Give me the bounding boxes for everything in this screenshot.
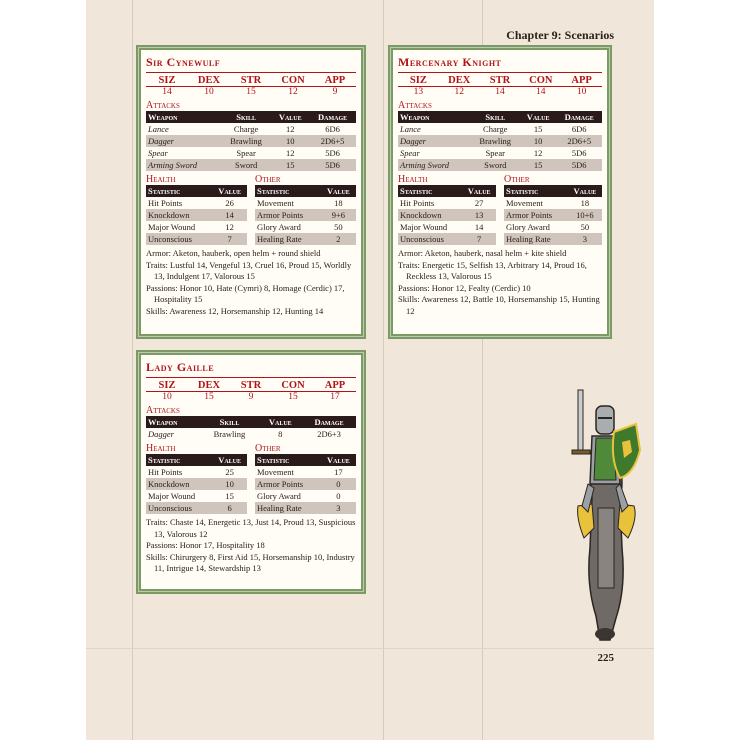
table-row [504, 233, 602, 245]
table-cell: 50 [321, 221, 356, 233]
other-table [255, 454, 356, 514]
table-row [255, 221, 356, 233]
table-cell: 5D6 [309, 147, 356, 159]
attribute-row [146, 380, 356, 402]
attribute-value: 15 [272, 391, 314, 402]
health-table [398, 185, 496, 245]
table-cell: 14 [462, 221, 496, 233]
attribute-value: 12 [272, 86, 314, 97]
table-cell: 2 [321, 233, 356, 245]
attribute-dex [439, 75, 480, 97]
table-cell: Dagger [398, 135, 471, 147]
note-line: Armor: Aketon, hauberk, nasal helm + kite shield [398, 248, 567, 258]
stat-columns [146, 171, 356, 245]
attribute-value: 9 [230, 391, 272, 402]
note-line: Passions: Honor 12, Fealty (Cerdic) 10 [398, 282, 531, 293]
table-cell: Armor Points [255, 478, 321, 490]
attribute-con [520, 75, 561, 97]
attribute-label: CON [281, 75, 305, 86]
table-cell: 15 [520, 159, 557, 171]
attribute-label: STR [240, 380, 262, 391]
table-row [255, 502, 356, 514]
attribute-label: APP [324, 75, 346, 86]
table-header: Statistic [398, 185, 462, 197]
attribute-label: CON [529, 75, 553, 86]
other-table-section [504, 171, 602, 245]
book-page [86, 0, 654, 740]
attribute-app [561, 75, 602, 97]
table-header: Value [321, 454, 356, 466]
attribute-label: DEX [448, 75, 471, 86]
table-cell: Glory Award [504, 221, 568, 233]
table-cell: Charge [221, 123, 271, 135]
table-cell: 14 [212, 209, 247, 221]
other-table-section [255, 171, 356, 245]
note-line: Skills: Chirurgery 8, First Aid 15, Horsemanship 10, Industry 11, Intrigue 14, Stewardship 13 [146, 551, 355, 573]
attribute-row [398, 75, 602, 97]
attribute-dex [188, 380, 230, 402]
table-row [146, 123, 356, 135]
table-header: Value [258, 416, 302, 428]
table-cell: Unconscious [146, 233, 212, 245]
attribute-siz [398, 75, 439, 97]
attribute-value: 10 [188, 86, 230, 97]
table-header: Statistic [255, 185, 321, 197]
table-cell: 5D6 [557, 159, 603, 171]
attribute-siz [146, 75, 188, 97]
table-row [146, 135, 356, 147]
stat-columns [146, 440, 356, 514]
attribute-value: 9 [314, 86, 356, 97]
page-grid-line [383, 0, 384, 740]
table-row [398, 147, 602, 159]
table-cell: Lance [146, 123, 221, 135]
attribute-dex [188, 75, 230, 97]
table-cell: 10+6 [568, 209, 602, 221]
health-heading: Health [146, 443, 176, 454]
note-line: Armor: Aketon, hauberk, open helm + round shield [146, 248, 321, 258]
table-header: Value [271, 111, 309, 123]
table-cell: Knockdown [398, 209, 462, 221]
table-cell: 5D6 [309, 159, 356, 171]
table-cell: 12 [271, 147, 309, 159]
table-cell: 8 [258, 428, 302, 440]
table-cell: Major Wound [146, 221, 212, 233]
table-cell: Knockdown [146, 209, 212, 221]
table-row [255, 233, 356, 245]
table-cell: Arming Sword [146, 159, 221, 171]
table-header: Damage [309, 111, 356, 123]
table-cell: 25 [212, 466, 247, 478]
note-line: Passions: Honor 10, Hate (Cymri) 8, Homage (Cerdic) 17, Hospitality 15 [146, 282, 345, 304]
table-row [146, 490, 247, 502]
table-cell: 6 [212, 502, 247, 514]
attribute-row [146, 75, 356, 97]
attribute-label: DEX [197, 75, 221, 86]
table-row [398, 209, 496, 221]
attribute-value: 15 [188, 391, 230, 402]
table-cell: 3 [321, 502, 356, 514]
table-header: Skill [200, 416, 258, 428]
notes-block [398, 248, 602, 317]
table-cell: Healing Rate [504, 233, 568, 245]
table-cell: Unconscious [146, 502, 212, 514]
table-row [146, 466, 247, 478]
table-cell: 12 [271, 123, 309, 135]
table-cell: 10 [271, 135, 309, 147]
note-line: Traits: Energetic 15, Selfish 13, Arbitrary 14, Proud 16, Reckless 13, Valorous 15 [398, 259, 587, 281]
table-cell: 17 [321, 466, 356, 478]
notes-block [146, 248, 356, 317]
table-header: Statistic [255, 454, 321, 466]
attribute-label: SIZ [409, 75, 427, 86]
attribute-app [314, 75, 356, 97]
table-row [398, 197, 496, 209]
attacks-heading: Attacks [146, 405, 180, 416]
table-cell: Hit Points [146, 197, 212, 209]
table-row [146, 159, 356, 171]
table-cell: Brawling [471, 135, 520, 147]
attribute-label: STR [489, 75, 511, 86]
table-cell: Sword [471, 159, 520, 171]
other-table-section [255, 440, 356, 514]
table-cell: 13 [462, 209, 496, 221]
table-header: Damage [557, 111, 603, 123]
table-cell: Knockdown [146, 478, 212, 490]
table-row [146, 209, 247, 221]
table-cell: Glory Award [255, 490, 321, 502]
stat-columns [398, 171, 602, 245]
attribute-label: APP [571, 75, 592, 86]
table-cell: Spear [146, 147, 221, 159]
note-line: Passions: Honor 17, Hospitality 18 [146, 540, 265, 550]
table-header: Value [462, 185, 496, 197]
health-heading: Health [398, 174, 428, 185]
other-table [504, 185, 602, 245]
table-header: Skill [221, 111, 271, 123]
attribute-value: 10 [146, 391, 188, 402]
table-cell: 10 [520, 135, 557, 147]
table-cell: 0 [321, 478, 356, 490]
stat-card-mercenary-knight [388, 45, 612, 339]
table-header: Value [321, 185, 356, 197]
table-cell: Major Wound [398, 221, 462, 233]
table-cell: 7 [462, 233, 496, 245]
attribute-label: DEX [197, 380, 221, 391]
table-row [504, 197, 602, 209]
card-title: Mercenary Knight [398, 55, 602, 73]
health-table [146, 185, 247, 245]
table-cell: Glory Award [255, 221, 321, 233]
stat-card-sir-cynewulf [136, 45, 366, 339]
health-table-section [146, 440, 247, 514]
table-header: Damage [302, 416, 356, 428]
table-cell: 10 [212, 478, 247, 490]
table-header: Weapon [146, 111, 221, 123]
other-heading: Other [255, 443, 281, 454]
table-cell: Spear [221, 147, 271, 159]
table-row [255, 197, 356, 209]
table-cell: Healing Rate [255, 502, 321, 514]
table-cell: Arming Sword [398, 159, 471, 171]
other-heading: Other [255, 174, 281, 185]
attacks-heading: Attacks [398, 100, 432, 111]
page-grid-line [132, 0, 133, 740]
table-cell: 9+6 [321, 209, 356, 221]
table-header: Value [212, 454, 247, 466]
table-cell: Dagger [146, 135, 221, 147]
table-cell: Major Wound [146, 490, 212, 502]
table-row [398, 221, 496, 233]
table-cell: Lance [398, 123, 471, 135]
table-header: Weapon [146, 416, 200, 428]
table-row [146, 478, 247, 490]
attribute-con [272, 380, 314, 402]
table-cell: 6D6 [309, 123, 356, 135]
attribute-value: 14 [520, 86, 561, 97]
table-cell: 2D6+5 [557, 135, 603, 147]
table-row [398, 123, 602, 135]
table-cell: 12 [212, 221, 247, 233]
table-header: Value [212, 185, 247, 197]
health-table-section [146, 171, 247, 245]
health-heading: Health [146, 174, 176, 185]
notes-block [146, 517, 356, 575]
table-cell: Brawling [221, 135, 271, 147]
note-line: Skills: Awareness 12, Battle 10, Horsemanship 15, Hunting 12 [398, 294, 600, 316]
table-cell: 26 [212, 197, 247, 209]
table-cell: Brawling [200, 428, 258, 440]
attribute-label: APP [324, 380, 346, 391]
table-cell: Hit Points [146, 466, 212, 478]
table-cell: Spear [471, 147, 520, 159]
table-row [504, 221, 602, 233]
table-row [255, 209, 356, 221]
table-cell: 2D6+5 [309, 135, 356, 147]
attribute-value: 12 [439, 86, 480, 97]
table-cell: Spear [398, 147, 471, 159]
table-cell: Dagger [146, 428, 200, 440]
attribute-str [480, 75, 521, 97]
table-header: Statistic [146, 454, 212, 466]
attacks-table [146, 111, 356, 171]
table-cell: Armor Points [255, 209, 321, 221]
table-header: Value [568, 185, 602, 197]
mounted-knight-illustration [570, 388, 642, 650]
table-cell: Movement [255, 466, 321, 478]
table-header: Statistic [504, 185, 568, 197]
card-title: Sir Cynewulf [146, 55, 356, 73]
attribute-label: CON [281, 380, 305, 391]
attribute-str [230, 75, 272, 97]
table-cell: 3 [568, 233, 602, 245]
table-cell: Sword [221, 159, 271, 171]
page-grid-line [86, 648, 654, 649]
table-row [255, 466, 356, 478]
attribute-value: 17 [314, 391, 356, 402]
table-header: Skill [471, 111, 520, 123]
table-row [398, 135, 602, 147]
attacks-table [398, 111, 602, 171]
card-title: Lady Gaille [146, 360, 356, 378]
table-row [504, 209, 602, 221]
table-cell: 18 [321, 197, 356, 209]
table-cell: 18 [568, 197, 602, 209]
table-cell: 12 [520, 147, 557, 159]
table-cell: Movement [504, 197, 568, 209]
table-cell: Movement [255, 197, 321, 209]
table-cell: 15 [271, 159, 309, 171]
table-row [398, 233, 496, 245]
table-cell: 7 [212, 233, 247, 245]
attribute-siz [146, 380, 188, 402]
attribute-label: STR [240, 75, 262, 86]
table-cell: 50 [568, 221, 602, 233]
table-cell: 5D6 [557, 147, 603, 159]
table-cell: Armor Points [504, 209, 568, 221]
table-cell: 0 [321, 490, 356, 502]
other-heading: Other [504, 174, 530, 185]
table-cell: Unconscious [398, 233, 462, 245]
table-header: Weapon [398, 111, 471, 123]
attribute-value: 14 [480, 86, 521, 97]
attribute-value: 13 [398, 86, 439, 97]
note-line: Traits: Lustful 14, Vengeful 13, Cruel 16, Proud 15, Worldly 13, Indulgent 17, Valorous 15 [146, 259, 352, 281]
attacks-table [146, 416, 356, 440]
attribute-value: 10 [561, 86, 602, 97]
attribute-con [272, 75, 314, 97]
table-header: Value [520, 111, 557, 123]
table-row [146, 502, 247, 514]
other-table [255, 185, 356, 245]
attribute-value: 14 [146, 86, 188, 97]
table-cell: 27 [462, 197, 496, 209]
table-header: Statistic [146, 185, 212, 197]
table-row [146, 221, 247, 233]
health-table-section [398, 171, 496, 245]
note-line: Skills: Awareness 12, Horsemanship 12, Hunting 14 [146, 305, 324, 316]
table-row [255, 490, 356, 502]
table-cell: Charge [471, 123, 520, 135]
table-row [146, 428, 356, 440]
attribute-label: SIZ [158, 75, 176, 86]
attacks-heading: Attacks [146, 100, 180, 111]
table-cell: 15 [212, 490, 247, 502]
attribute-value: 15 [230, 86, 272, 97]
table-cell: 6D6 [557, 123, 603, 135]
table-row [146, 233, 247, 245]
stat-card-lady-gaille [136, 350, 366, 594]
note-line: Traits: Chaste 14, Energetic 13, Just 14, Proud 13, Suspicious 13, Valorous 12 [146, 517, 356, 539]
attribute-label: SIZ [158, 380, 176, 391]
table-row [398, 159, 602, 171]
table-cell: 15 [520, 123, 557, 135]
chapter-header: Chapter 9: Scenarios [506, 28, 614, 42]
attribute-app [314, 380, 356, 402]
table-cell: Hit Points [398, 197, 462, 209]
attribute-str [230, 380, 272, 402]
table-cell: Healing Rate [255, 233, 321, 245]
table-row [255, 478, 356, 490]
health-table [146, 454, 247, 514]
page-number: 225 [597, 652, 614, 664]
table-row [146, 147, 356, 159]
table-cell: 2D6+3 [302, 428, 356, 440]
table-row [146, 197, 247, 209]
